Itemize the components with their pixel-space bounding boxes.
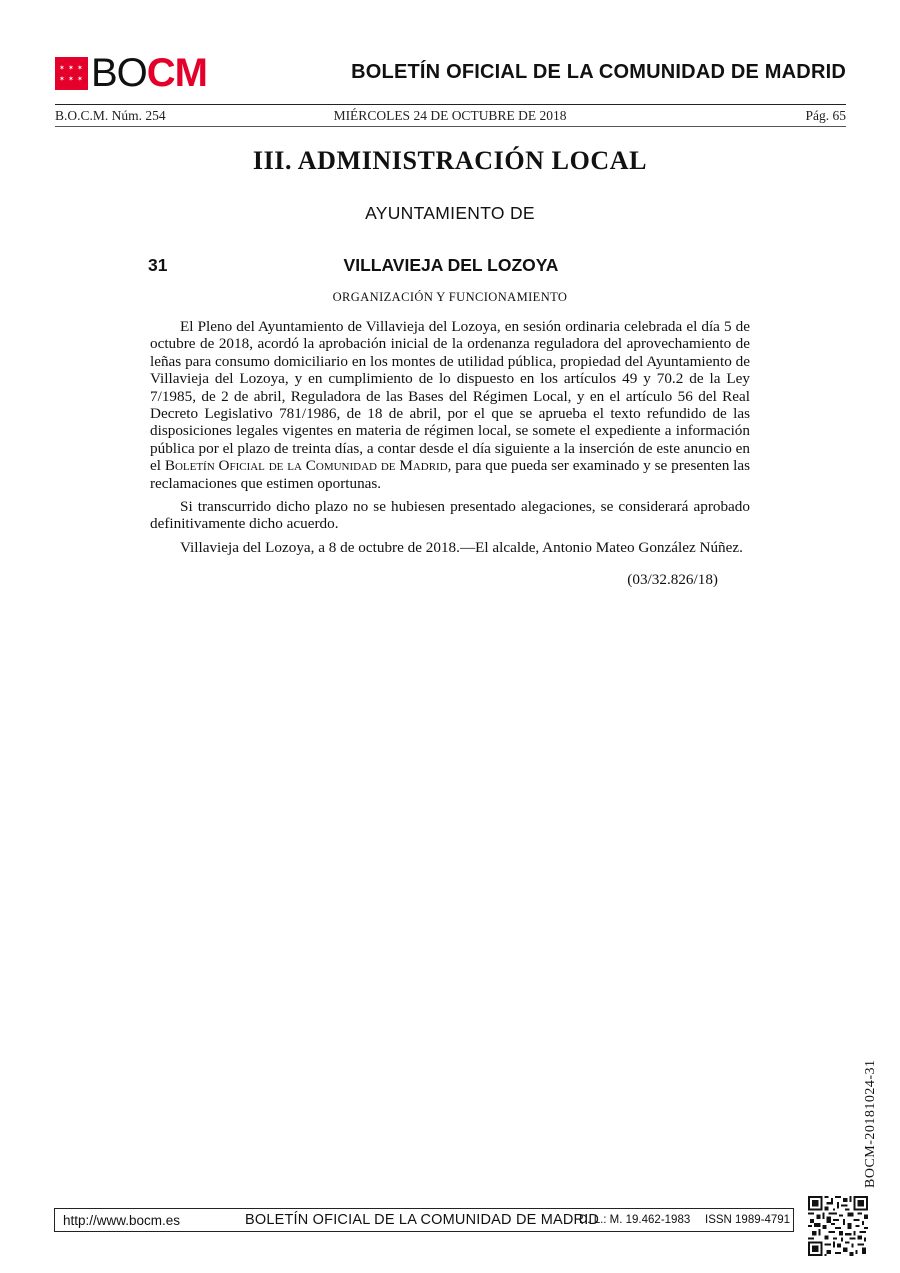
paragraph-1-part-b: , para que pueda ser examinado y se presenten las reclamaciones que estimen oportunas.: [150, 457, 750, 492]
announcement-body: [150, 318, 750, 562]
bocm-document-code: BOCM-20181024-31: [863, 1059, 878, 1188]
entry-number: 31: [148, 255, 168, 275]
footer-title: BOLETÍN OFICIAL DE LA COMUNIDAD DE MADRID: [245, 1212, 600, 1228]
qr-code-icon: [808, 1196, 868, 1256]
entry-subject: ORGANIZACIÓN Y FUNCIONAMIENTO: [332, 290, 568, 304]
footer-issn: ISSN 1989-4791: [705, 1214, 791, 1226]
paragraph-3: Villavieja del Lozoya, a 8 de octubre de 2018.—El alcalde, Antonio Mateo González Núñez.: [180, 538, 743, 556]
masthead-title: BOLETÍN OFICIAL DE LA COMUNIDAD DE MADRID: [351, 61, 846, 83]
footer: [54, 1208, 794, 1232]
section-title: III. ADMINISTRACIÓN LOCAL: [252, 146, 648, 175]
paragraph-1-bulletin-name: Boletín Oficial de la Comunidad de Madrid: [164, 457, 448, 475]
entry-name: VILLAVIEJA DEL LOZOYA: [343, 255, 559, 275]
paragraph-1: [150, 318, 750, 492]
announcement-reference: (03/32.826/18): [627, 571, 718, 588]
paragraph-1-part-a: El Pleno del Ayuntamiento de Villavieja del Lozoya, en sesión ordinaria celebrada el día 5 de octubre de 2018, acordó la aprobación inicial de la ordenanza reguladora del aprovechamiento de leñas para consumo domiciliario en los montes de utilidad pública, propiedad del Ayuntamiento de Villavieja del Lozoya, y en cumplimiento de lo dispuesto en los artículos 49 y 70.2 de la Ley 7/1985, de 2 de abril, Reguladora de las Bases del Régimen Local, y en el artículo 56 del Real Decreto Legislativo 781/1986, de 18 de abril, por el que se aprueba el texto refundido de las disposiciones legales vigentes en materia de régimen local, se somete el expediente a información pública por el plazo de treinta días, a contar desde el día siguiente a la inserción de este anuncio en el: [150, 318, 750, 475]
logo-text-bo: BO: [91, 51, 147, 95]
footer-url[interactable]: http://www.bocm.es: [63, 1213, 181, 1228]
page-number: Pág. 65: [805, 108, 846, 123]
bocm-logo: [55, 51, 208, 95]
section-heading: AYUNTAMIENTO DE: [365, 203, 535, 223]
logo-wordmark: [91, 51, 208, 95]
masthead-divider: [55, 104, 846, 105]
meta-divider: [55, 126, 846, 127]
logo-text-cm: CM: [146, 51, 208, 95]
madrid-flag-stars-icon: ✶ ✶ ✶ ✶ ✶ ✶: [55, 57, 88, 90]
footer-legal-deposit: D. L.: M. 19.462-1983: [579, 1214, 691, 1226]
issue-number: B.O.C.M. Núm. 254: [55, 108, 166, 123]
issue-date: MIÉRCOLES 24 DE OCTUBRE DE 2018: [333, 108, 567, 123]
paragraph-2: Si transcurrido dicho plazo no se hubiesen presentado alegaciones, se considerará aprobado definitivamente dicho acuerdo.: [150, 498, 750, 533]
